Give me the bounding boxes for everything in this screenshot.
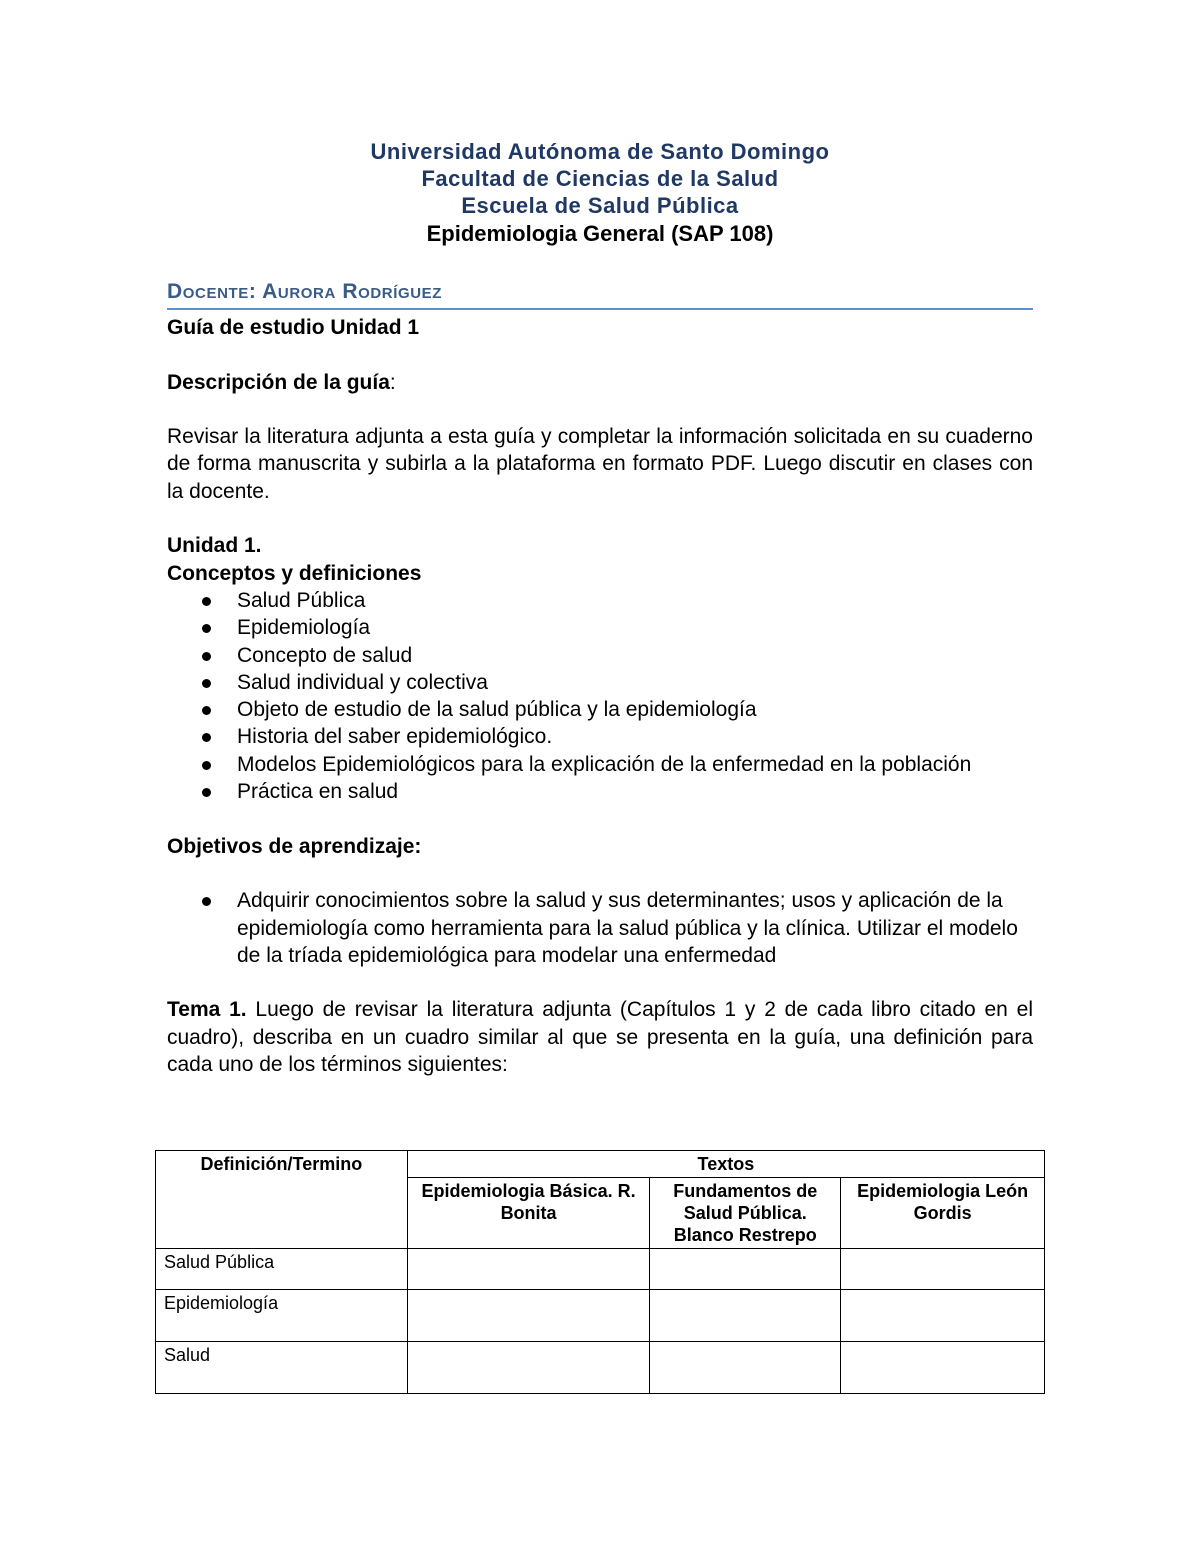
- university-name: Universidad Autónoma de Santo Domingo: [370, 139, 830, 164]
- table-cell: [407, 1249, 650, 1290]
- column-header-gordis: Epidemiologia León Gordis: [841, 1178, 1045, 1249]
- docente-line: Docente: Aurora Rodríguez: [167, 280, 1033, 310]
- bullet-icon: [202, 788, 211, 797]
- tema-text: Luego de revisar la literatura adjunta (Capítulos 1 y 2 de cada libro citado en el cuadro), describa en un cuadro similar al que se presenta en la guía, una definición para cada uno de los términos siguientes:: [167, 998, 1033, 1077]
- table-cell: [650, 1290, 841, 1342]
- row-label: Salud: [156, 1342, 408, 1394]
- description-colon: :: [389, 370, 396, 394]
- concepts-list: [167, 587, 1033, 805]
- column-group-header: Textos: [407, 1151, 1044, 1178]
- guide-title: Guía de estudio Unidad 1: [167, 316, 420, 339]
- bullet-icon: [202, 624, 211, 633]
- document-header: [0, 138, 1200, 247]
- list-item: Modelos Epidemiológicos para la explicación de la enfermedad en la población: [167, 751, 1033, 778]
- row-label: Epidemiología: [156, 1290, 408, 1342]
- table-cell: [841, 1342, 1045, 1394]
- list-item: Concepto de salud: [167, 642, 1033, 669]
- tema-label: Tema 1.: [167, 998, 247, 1022]
- list-item: Salud Pública: [167, 587, 1033, 614]
- tema-paragraph: [167, 996, 1033, 1078]
- course-name: Epidemiologia General (SAP 108): [426, 221, 774, 246]
- bullet-icon: [202, 761, 211, 770]
- row-label: Salud Pública: [156, 1249, 408, 1290]
- list-item: Epidemiología: [167, 614, 1033, 641]
- table-cell: [841, 1249, 1045, 1290]
- table-row: [156, 1249, 1045, 1290]
- list-item: Objeto de estudio de la salud pública y la epidemiología: [167, 696, 1033, 723]
- column-header-blanco-restrepo: Fundamentos de Salud Pública. Blanco Restrepo: [650, 1178, 841, 1249]
- bullet-icon: [202, 652, 211, 661]
- table-row: [156, 1342, 1045, 1394]
- column-header-term: Definición/Termino: [156, 1151, 408, 1249]
- list-item: Práctica en salud: [167, 778, 1033, 805]
- concepts-heading: Conceptos y definiciones: [167, 561, 422, 585]
- bullet-icon: [202, 679, 211, 688]
- bullet-icon: [202, 733, 211, 742]
- school-name: Escuela de Salud Pública: [461, 193, 739, 218]
- table-cell: [841, 1290, 1045, 1342]
- list-item: Historia del saber epidemiológico.: [167, 723, 1033, 750]
- bullet-icon: [202, 597, 211, 606]
- description-heading-line: [167, 369, 1033, 396]
- table-cell: [407, 1342, 650, 1394]
- unit-heading: Unidad 1.: [167, 534, 262, 558]
- description-heading: Descripción de la guía: [167, 370, 390, 394]
- table-header-row: [156, 1151, 1045, 1178]
- definitions-table: [155, 1150, 1045, 1394]
- bullet-icon: [202, 897, 211, 906]
- objectives-list: [167, 887, 1033, 969]
- table-cell: [650, 1342, 841, 1394]
- bullet-icon: [202, 706, 211, 715]
- column-header-bonita: Epidemiologia Básica. R. Bonita: [407, 1178, 650, 1249]
- objectives-heading: Objetivos de aprendizaje:: [167, 834, 422, 858]
- table-row: [156, 1290, 1045, 1342]
- description-text: Revisar la literatura adjunta a esta guía y completar la información solicitada en su cuaderno de forma manuscrita y subirla a la plataforma en formato PDF. Luego discutir en clases con la docente.: [167, 425, 1033, 503]
- table-cell: [407, 1290, 650, 1342]
- list-item: Adquirir conocimientos sobre la salud y sus determinantes; usos y aplicación de la epidemiología como herramienta para la salud pública y la clínica. Utilizar el modelo de la tríada epidemiológica para modelar una enfermedad: [167, 887, 1033, 969]
- table-cell: [650, 1249, 841, 1290]
- list-item: Salud individual y colectiva: [167, 669, 1033, 696]
- faculty-name: Facultad de Ciencias de la Salud: [421, 166, 779, 191]
- document-body: [167, 314, 1033, 1078]
